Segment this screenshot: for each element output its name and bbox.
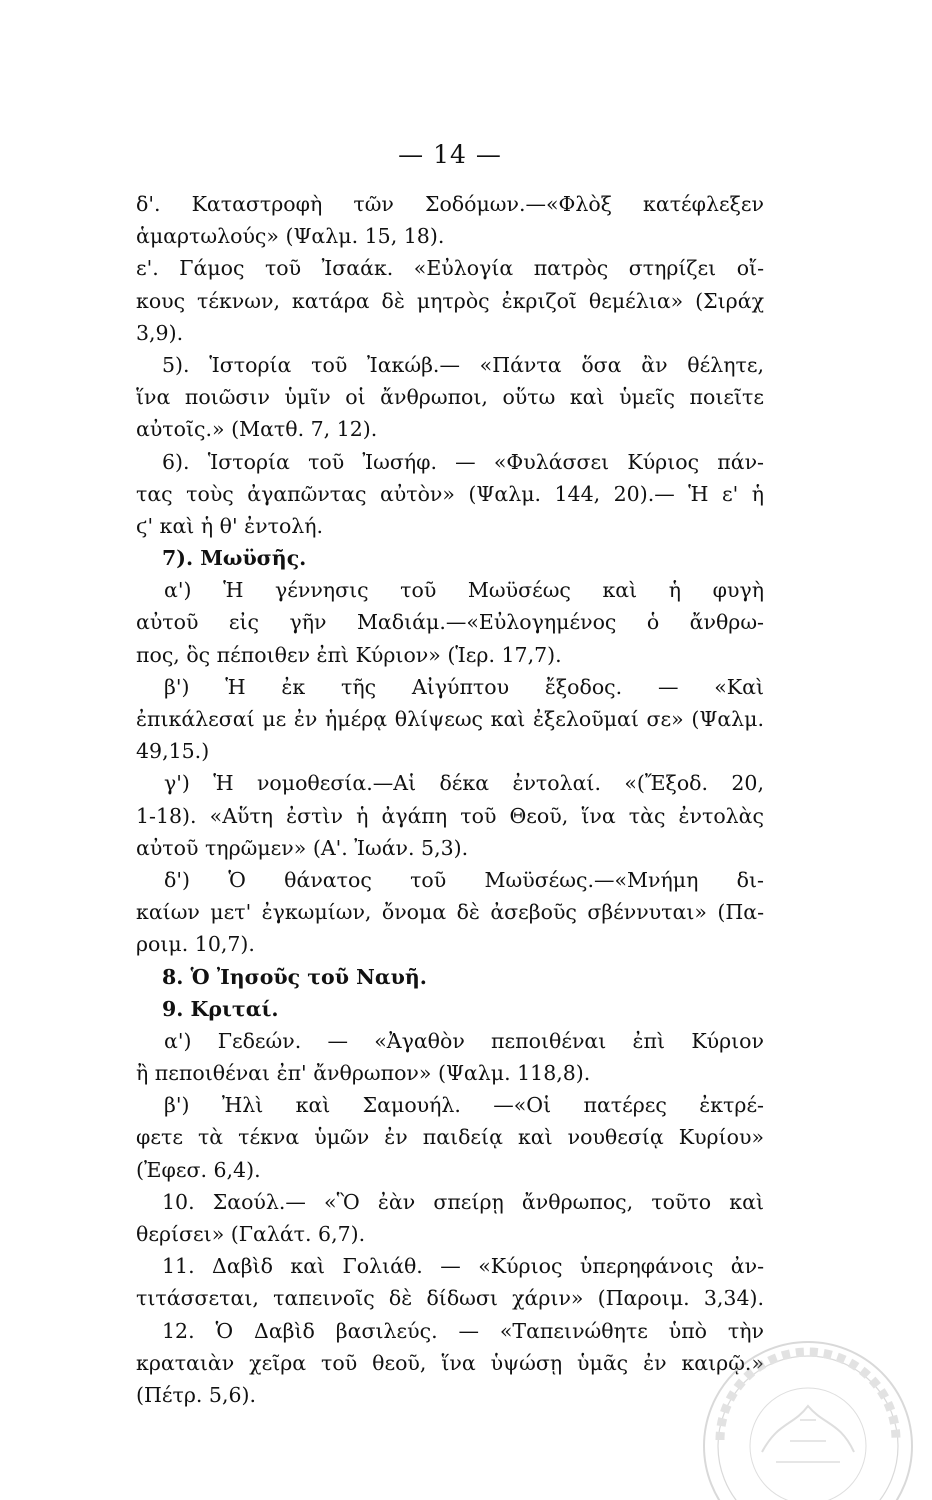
text-line: ϛ' καὶ ἡ θ' ἐντολή.: [136, 513, 324, 538]
university-seal-icon: [692, 1330, 924, 1500]
text-line: δ'. Καταστροφὴ τῶν Σοδόμων.—«Φλὸξ κατέφλεξεν: [136, 192, 764, 216]
text-line: τιτάσσεται, ταπεινοῖς δὲ δίδωσι χάριν» (Παροιμ. 3,34).: [136, 1286, 764, 1311]
text-line: γ') Ἡ νομοθεσία.—Αἱ δέκα ἐντολαί. «(Ἔξοδ. 20,: [164, 771, 764, 796]
text-line: β') Ἡ ἐκ τῆς Αἰγύπτου ἔξοδος. — «Καὶ: [164, 674, 764, 699]
text-line: β') Ἠλὶ καὶ Σαμουήλ. —«Οἱ πατέρες ἐκτρέ-: [164, 1093, 764, 1118]
text-line: α') Γεδεών. — «Ἀγαθὸν πεποιθέναι ἐπὶ Κύριον: [164, 1028, 764, 1053]
text-line: δ') Ὁ θάνατος τοῦ Μωϋσέως.—«Μνήμη δι-: [164, 867, 764, 892]
text-line: αὐτοῦ τηρῶμεν» (Α'. Ἰωάν. 5,3).: [136, 835, 469, 860]
page-number: — 14 —: [398, 140, 502, 169]
text-line: 11. Δαβὶδ καὶ Γολιάθ. — «Κύριος ὑπερηφάνοις ἀν-: [162, 1254, 764, 1279]
text-line: πος, ὃς πέποιθεν ἐπὶ Κύριον» (Ἱερ. 17,7).: [136, 642, 562, 667]
text-line: αὐτοῖς.» (Ματθ. 7, 12).: [136, 417, 378, 442]
text-line: κραταιὰν χεῖρα τοῦ θεοῦ, ἵνα ὑψώσῃ ὑμᾶς ἐν καιρῷ.»: [136, 1350, 764, 1375]
text-line: ε'. Γάμος τοῦ Ἰσαάκ. «Εὐλογία πατρὸς στηρίζει οἴ-: [136, 256, 764, 281]
text-line: (Πέτρ. 5,6).: [136, 1382, 257, 1407]
text-line: 5). Ἱστορία τοῦ Ἰακώβ.— «Πάντα ὅσα ἂν θέλητε,: [162, 352, 764, 377]
page-text: [136, 188, 764, 1411]
text-line: θερίσει» (Γαλάτ. 6,7).: [136, 1222, 366, 1246]
text-line: 49,15.): [136, 739, 210, 764]
text-line: καίων μετ' ἐγκωμίων, ὄνομα δὲ ἀσεβοῦς σβέννυται» (Πα-: [136, 900, 764, 925]
text-line: (Ἐφεσ. 6,4).: [136, 1157, 261, 1182]
text-line: ροιμ. 10,7).: [136, 932, 255, 957]
text-line: ἐπικάλεσαί με ἐν ἡμέρᾳ θλίψεως καὶ ἐξελοῦμαί σε» (Ψαλμ.: [136, 707, 764, 731]
text-line: ἁμαρτωλούς» (Ψαλμ. 15, 18).: [136, 224, 445, 249]
text-line: τας τοὺς ἀγαπῶντας αὐτὸν» (Ψαλμ. 144, 20).— Ἡ ε' ἡ: [136, 481, 764, 506]
text-line: 1-18). «Αὕτη ἐστὶν ἡ ἀγάπη τοῦ Θεοῦ, ἵνα τὰς ἐντολὰς: [136, 803, 764, 828]
text-line: 10. Σαούλ.— «Ὃ ἐὰν σπείρῃ ἄνθρωπος, τοῦτο καὶ: [162, 1189, 764, 1214]
text-line: φετε τὰ τέκνα ὑμῶν ἐν παιδείᾳ καὶ νουθεσίᾳ Κυρίου»: [136, 1125, 764, 1150]
text-line: 6). Ἱστορία τοῦ Ἰωσήφ. — «Φυλάσσει Κύριος πάν-: [162, 449, 764, 474]
text-line: κους τέκνων, κατάρα δὲ μητρὸς ἐκριζοῖ θεμέλια» (Σιράχ: [136, 288, 764, 313]
text-line: 12. Ὁ Δαβὶδ βασιλεύς. — «Ταπεινώθητε ὑπὸ τὴν: [162, 1318, 764, 1343]
text-line: 3,9).: [136, 320, 184, 345]
text-line: ἵνα ποιῶσιν ὑμῖν οἱ ἄνθρωποι, οὕτω καὶ ὑμεῖς ποιεῖτε: [136, 385, 764, 410]
section-heading: 9. Κριταί.: [162, 996, 279, 1021]
text-line: ἢ πεποιθέναι ἐπ' ἄνθρωπον» (Ψαλμ. 118,8).: [136, 1061, 591, 1086]
section-heading: 7). Μωϋσῆς.: [162, 546, 307, 571]
section-heading: 8. Ὁ Ἰησοῦς τοῦ Ναυῆ.: [162, 964, 427, 989]
text-line: α') Ἡ γέννησις τοῦ Μωϋσέως καὶ ἡ φυγὴ: [164, 578, 764, 603]
text-line: αὐτοῦ εἰς γῆν Μαδιάμ.—«Εὐλογημένος ὁ ἄνθρω-: [136, 610, 764, 635]
